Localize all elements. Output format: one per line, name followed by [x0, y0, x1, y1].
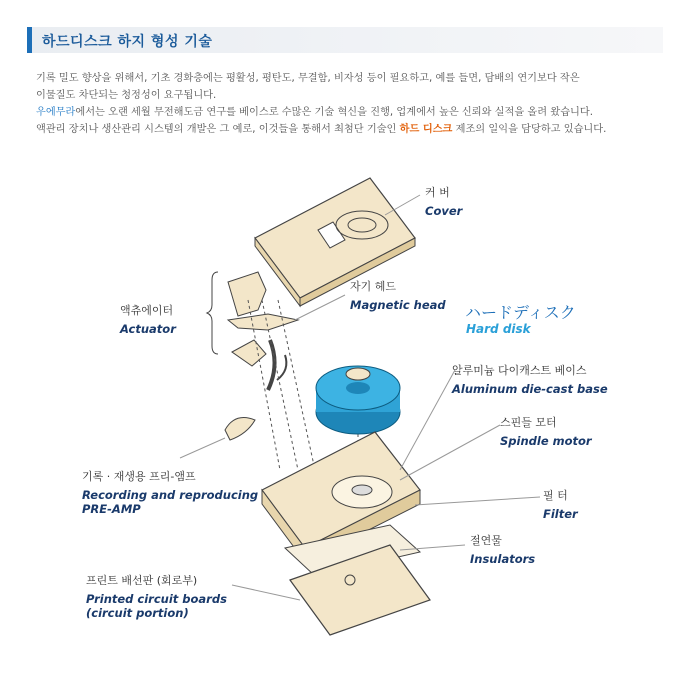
- insulators-label: [470, 532, 535, 566]
- spindle-label-en: Spindle motor: [500, 434, 592, 448]
- preamp-label-en-1: Recording and reproducing: [82, 488, 259, 502]
- insulators-label-kr: 절연물: [470, 534, 502, 547]
- intro-line-4-a: 액관리 장치나 생산관리 시스템의 개발은 그 예로, 이것들을 통해서 최첨단 기술인: [36, 124, 400, 135]
- cover-label: [425, 184, 462, 218]
- filter-label-kr: 필 터: [543, 489, 568, 502]
- actuator-bracket: [207, 272, 218, 354]
- filter-label-en: Filter: [543, 507, 578, 521]
- insulators-label-en: Insulators: [470, 552, 536, 566]
- spindle-label-kr: 스핀들 모터: [500, 416, 557, 429]
- filter-label: [543, 487, 578, 521]
- intro-line-3: [36, 104, 661, 121]
- company-name: 우에무라: [36, 107, 76, 118]
- intro-line-4-b: 제조의 일익을 담당하고 있습니다.: [452, 124, 607, 135]
- intro-line-4: [36, 121, 661, 138]
- base-label-en: Aluminum die-cast base: [452, 382, 608, 396]
- magnetic-head-label: [350, 278, 446, 312]
- actuator-label: [120, 302, 176, 336]
- hard-disk-platters: [316, 366, 400, 434]
- intro-line-2: 이물질도 차단되는 청정성이 요구됩니다.: [36, 90, 217, 101]
- pcb-label-en-2: (circuit portion): [86, 606, 189, 620]
- preamp-label-kr: 기록 · 재생용 프리-앰프: [82, 470, 196, 483]
- page-title: 하드디스크 하지 형성 기술: [42, 34, 213, 50]
- preamp-label-en-2: PRE-AMP: [82, 502, 141, 516]
- header-accent-bar: [27, 27, 32, 53]
- head-label-en: Magnetic head: [350, 298, 446, 312]
- intro-line-1: 기록 밀도 향상을 위해서, 기초 경화층에는 평활성, 평탄도, 무결함, 비자성 등이 필요하고, 예를 들면, 담배의 연기보다 작은: [36, 73, 580, 84]
- pcb-label: [86, 572, 227, 620]
- pcb-label-en-1: Printed circuit boards: [86, 592, 227, 606]
- actuator-label-en: Actuator: [120, 322, 176, 336]
- preamp-label: [82, 468, 258, 516]
- cover-label-kr: 커 버: [425, 186, 450, 199]
- pcb-label-kr: 프린트 배선판 (회로부): [86, 574, 198, 587]
- intro-line-3-rest: 에서는 오랜 세월 무전해도금 연구를 베이스로 수많은 기술 혁신을 진행, 업계에서 높은 신뢰와 실적을 올려 왔습니다.: [75, 107, 593, 118]
- cover-label-en: Cover: [425, 204, 463, 218]
- actuator-parts: [225, 272, 298, 440]
- intro-text: [36, 70, 661, 138]
- base-label-kr: 알루미늄 다이캐스트 베이스: [452, 364, 587, 377]
- actuator-label-kr: 액츄에이터: [120, 304, 174, 317]
- hard-disk-highlight: 하드 디스크: [399, 124, 453, 135]
- hard-disk-label-jp: ハードディスク: [465, 303, 576, 322]
- base-label: [452, 362, 608, 396]
- hard-disk-label-en: Hard disk: [466, 322, 531, 336]
- spindle-motor-label: [500, 414, 592, 448]
- head-label-kr: 자기 헤드: [350, 280, 397, 293]
